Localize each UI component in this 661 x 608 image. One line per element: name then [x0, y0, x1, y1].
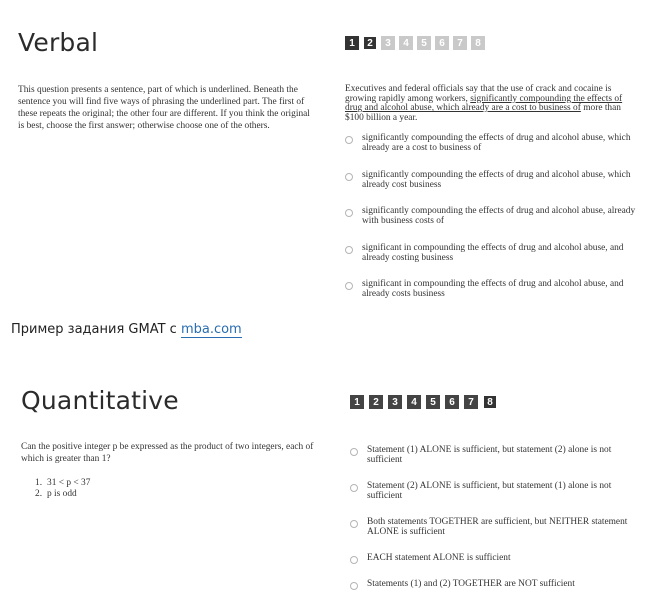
radio-button[interactable] — [350, 448, 358, 456]
caption-text: Пример задания GMAT с — [11, 322, 181, 337]
quant-question-pager — [350, 395, 497, 409]
verbal-question-text — [345, 85, 638, 123]
quant-choice-a[interactable] — [350, 445, 646, 481]
verbal-choice-c[interactable] — [345, 206, 645, 243]
quant-choice-b-text: Statement (2) ALONE is sufficient, but statement (1) alone is not sufficient — [367, 481, 612, 502]
verbal-page-8[interactable]: 8 — [471, 36, 485, 50]
verbal-choice-a[interactable] — [345, 133, 645, 170]
radio-button[interactable] — [345, 136, 353, 144]
condition-number: 1. — [35, 478, 43, 488]
verbal-choice-b[interactable] — [345, 170, 645, 207]
quant-page-2[interactable]: 2 — [369, 395, 383, 409]
verbal-directions: This question presents a sentence, part of which is underlined. Beneath the sentence you will find five ways of phrasing the underlined part. The first of these repeats the original; the other four are different. If you think the original is best, choose the first answer; otherwise choose one of the others. — [18, 85, 310, 131]
verbal-question-pre: Executives and federal officials say that the use of crack and cocaine is growing rapidly among workers, — [345, 84, 612, 104]
verbal-choice-a-text: significantly compounding the effects of drug and alcohol abuse, which already are a cost to business of — [362, 133, 631, 154]
quant-choice-c[interactable] — [350, 517, 646, 553]
verbal-answer-choices — [345, 133, 645, 303]
verbal-page-3[interactable]: 3 — [381, 36, 395, 50]
quant-choice-d-text: EACH statement ALONE is sufficient — [367, 553, 511, 563]
image-caption — [11, 322, 242, 337]
radio-button[interactable] — [350, 484, 358, 492]
verbal-question-post: more than $100 billion a year. — [345, 103, 621, 123]
quant-conditions — [35, 478, 90, 500]
radio-button[interactable] — [350, 556, 358, 564]
radio-button[interactable] — [345, 209, 353, 217]
verbal-choice-e-text: significant in compounding the effects of drug and alcohol abuse, and already costs business — [362, 279, 624, 300]
verbal-choice-b-text: significantly compounding the effects of drug and alcohol abuse, which already cost business — [362, 169, 631, 190]
quant-page-5[interactable]: 5 — [426, 395, 440, 409]
verbal-choice-e[interactable] — [345, 279, 645, 303]
quant-page-3[interactable]: 3 — [388, 395, 402, 409]
quant-choice-d[interactable] — [350, 553, 646, 579]
verbal-page-7[interactable]: 7 — [453, 36, 467, 50]
quant-condition-1 — [35, 478, 90, 489]
radio-button[interactable] — [345, 173, 353, 181]
condition-text: 31 < p < 37 — [47, 478, 91, 488]
quant-answer-choices — [350, 445, 646, 599]
radio-button[interactable] — [350, 520, 358, 528]
quant-condition-2 — [35, 489, 90, 500]
verbal-page-4[interactable]: 4 — [399, 36, 413, 50]
quant-choice-a-text: Statement (1) ALONE is sufficient, but statement (2) alone is not sufficient — [367, 445, 612, 466]
quant-question-text: Can the positive integer p be expressed as the product of two integers, each of which is greater than 1? — [21, 442, 314, 464]
verbal-page-5[interactable]: 5 — [417, 36, 431, 50]
quant-choice-e-text: Statements (1) and (2) TOGETHER are NOT sufficient — [367, 579, 575, 589]
quant-choice-c-text: Both statements TOGETHER are sufficient, but NEITHER statement ALONE is sufficient — [367, 517, 628, 538]
quant-page-6[interactable]: 6 — [445, 395, 459, 409]
verbal-page-1[interactable]: 1 — [345, 36, 359, 50]
quant-page-1[interactable]: 1 — [350, 395, 364, 409]
quant-page-7[interactable]: 7 — [464, 395, 478, 409]
verbal-page-6[interactable]: 6 — [435, 36, 449, 50]
verbal-choice-d-text: significant in compounding the effects of drug and alcohol abuse, and already costing business — [362, 242, 624, 263]
verbal-page-2[interactable]: 2 — [363, 36, 377, 50]
quant-choice-b[interactable] — [350, 481, 646, 517]
verbal-choice-c-text: significantly compounding the effects of drug and alcohol abuse, already with business costs of — [362, 206, 636, 227]
quant-page-4[interactable]: 4 — [407, 395, 421, 409]
radio-button[interactable] — [345, 282, 353, 290]
verbal-question-pager — [345, 36, 485, 50]
verbal-choice-d[interactable] — [345, 243, 645, 280]
condition-text: p is odd — [47, 489, 77, 499]
verbal-question-underlined: significantly compounding the effects of drug and alcohol abuse, which already are a cost to business of — [345, 93, 623, 114]
quant-section-title: Quantitative — [21, 386, 179, 415]
quant-page-8[interactable]: 8 — [483, 395, 497, 409]
caption-link[interactable]: mba.com — [180, 322, 242, 337]
quant-choice-e[interactable] — [350, 579, 646, 599]
verbal-section-title: Verbal — [18, 28, 99, 57]
radio-button[interactable] — [350, 582, 358, 590]
radio-button[interactable] — [345, 246, 353, 254]
condition-number: 2. — [35, 489, 43, 499]
